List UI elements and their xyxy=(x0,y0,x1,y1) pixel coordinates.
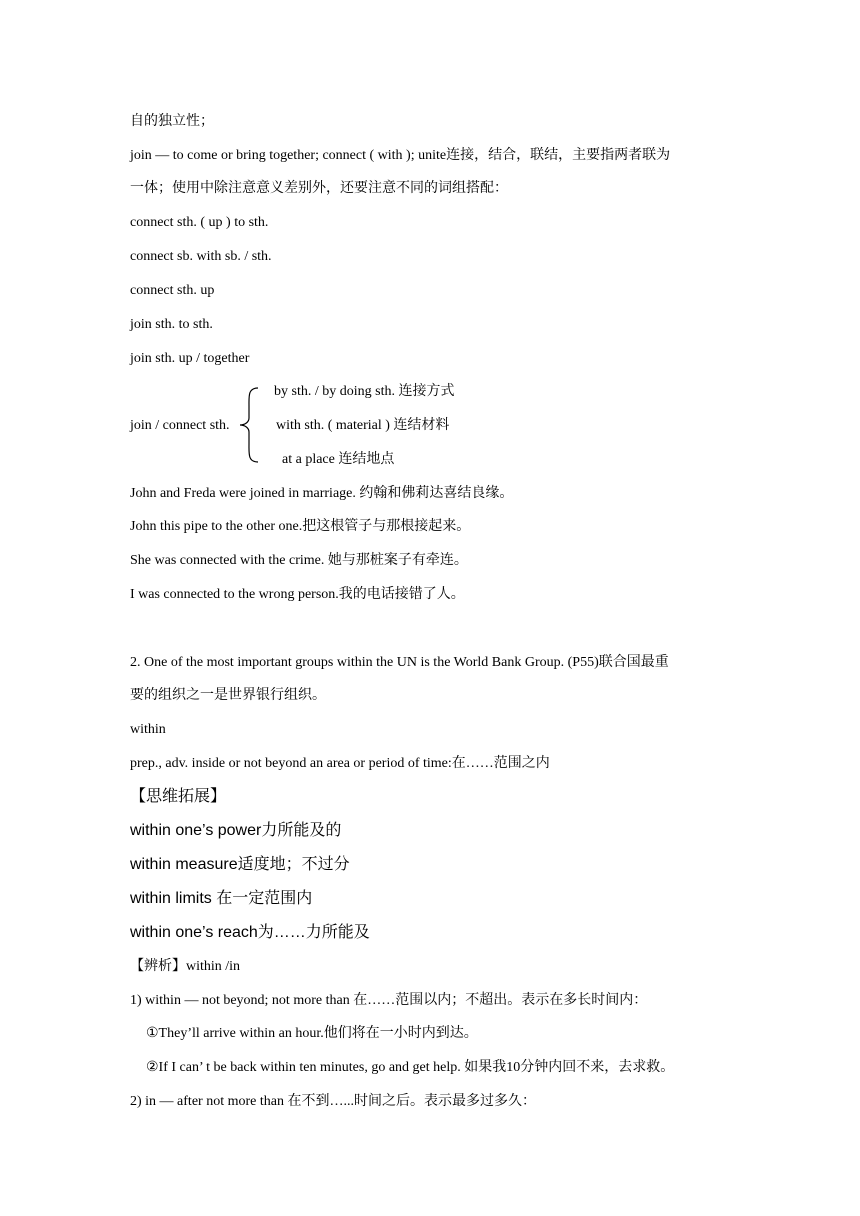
phrase-item: within measure适度地；不过分 xyxy=(130,856,350,873)
expand-heading: 【思维拓展】 xyxy=(130,788,227,805)
section-sentence: 2. One of the most important groups within the UN is the World Bank Group. (P55)联合国最重 xyxy=(130,655,669,670)
analysis-example: ②If I can’ t be back within ten minutes, go and get help. 如果我10分钟内回不来，去求救。 xyxy=(146,1060,675,1075)
phrase-item: within one’s reach为……力所能及 xyxy=(130,924,370,941)
brace-option: by sth. / by doing sth. 连接方式 xyxy=(274,384,455,399)
curly-brace-icon xyxy=(238,386,260,464)
collocation-line: join sth. to sth. xyxy=(130,317,213,332)
analysis-point: 2) in — after not more than 在不到…...时间之后。表示最多过多久： xyxy=(130,1094,536,1109)
collocation-line: connect sth. ( up ) to sth. xyxy=(130,215,269,230)
example-sentence: I was connected to the wrong person.我的电话接错了人。 xyxy=(130,587,465,602)
brace-collocation-group xyxy=(130,380,550,470)
collocation-line: connect sb. with sb. / sth. xyxy=(130,249,272,264)
text-line: 一体；使用中除注意意义差别外，还要注意不同的词组搭配： xyxy=(130,181,508,196)
definition: prep., adv. inside or not beyond an area or period of time:在……范围之内 xyxy=(130,756,550,771)
text-line: join — to come or bring together; connect ( with ); unite连接，结合，联结，主要指两者联为 xyxy=(130,148,671,163)
headword: within xyxy=(130,722,166,737)
example-sentence: John and Freda were joined in marriage. 约翰和佛莉达喜结良缘。 xyxy=(130,486,514,501)
collocation-line: connect sth. up xyxy=(130,283,215,298)
phrase-item: within one’s power力所能及的 xyxy=(130,822,342,839)
example-sentence: John this pipe to the other one.把这根管子与那根接起来。 xyxy=(130,519,471,534)
collocation-line: join sth. up / together xyxy=(130,351,250,366)
phrase-item: within limits 在一定范围内 xyxy=(130,890,313,907)
section-sentence: 要的组织之一是世界银行组织。 xyxy=(130,688,326,703)
analysis-point: 1) within — not beyond; not more than 在……范围以内；不超出。表示在多长时间内： xyxy=(130,993,648,1008)
brace-label: join / connect sth. xyxy=(130,418,230,433)
analysis-heading: 【辨析】within /in xyxy=(130,959,241,974)
brace-option: at a place 连结地点 xyxy=(282,452,395,467)
example-sentence: She was connected with the crime. 她与那桩案子有牵连。 xyxy=(130,553,468,568)
analysis-example: ①They’ll arrive within an hour.他们将在一小时内到达。 xyxy=(146,1026,478,1041)
brace-option: with sth. ( material ) 连结材料 xyxy=(276,418,450,433)
text-line: 自的独立性； xyxy=(130,114,214,129)
